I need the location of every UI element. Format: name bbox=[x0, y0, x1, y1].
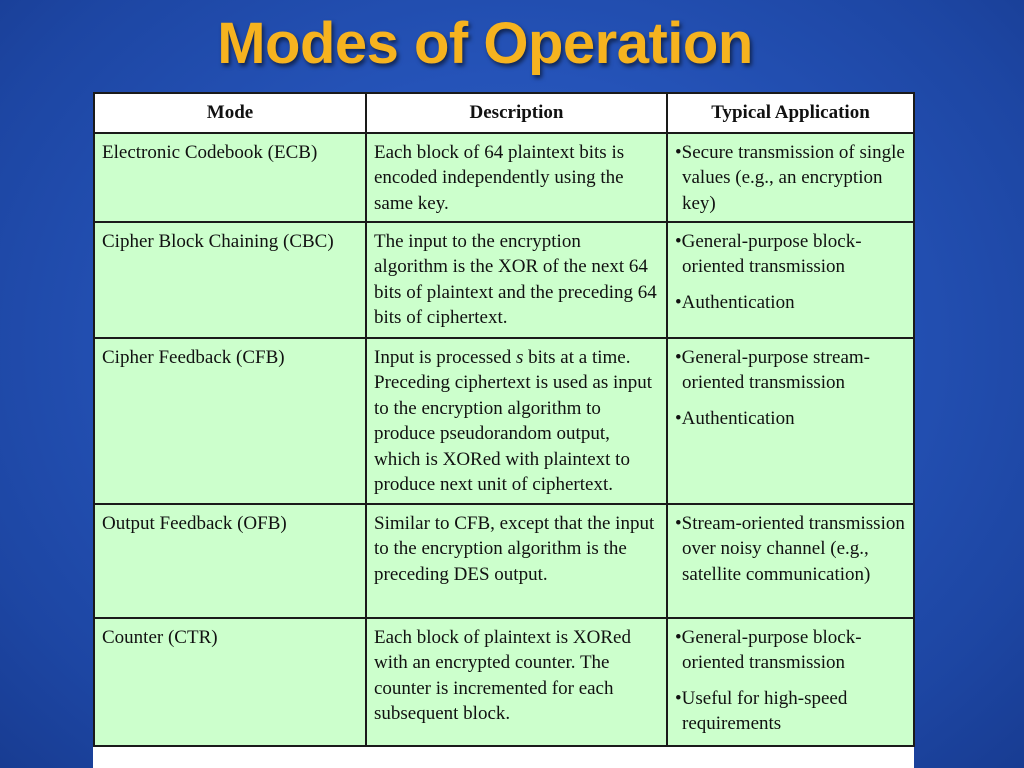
description-cell: Each block of plaintext is XORed with an encrypted counter. The counter is incremented for each subsequent block. bbox=[366, 618, 667, 746]
description-cell: The input to the encryption algorithm is the XOR of the next 64 bits of plaintext and the preceding 64 bits of ciphertext. bbox=[366, 222, 667, 338]
application-item: • Stream-oriented transmission over noisy channel (e.g., satellite communication) bbox=[675, 511, 906, 588]
header-description: Description bbox=[366, 93, 667, 133]
description-variable: s bbox=[515, 346, 524, 368]
application-cell bbox=[667, 504, 914, 618]
application-item: • Secure transmission of single values (e.g., an encryption key) bbox=[675, 140, 906, 217]
table-row bbox=[94, 338, 914, 504]
table-row bbox=[94, 133, 914, 222]
description-cell: Each block of 64 plaintext bits is encoded independently using the same key. bbox=[366, 133, 667, 222]
application-cell bbox=[667, 618, 914, 746]
description-text: bits at a time. Preceding ciphertext is used as input to the encryption algorithm to produce pseudorandom output, which is XORed with plaintext to produce next unit of ciphertext. bbox=[374, 346, 653, 495]
application-cell bbox=[667, 222, 914, 338]
mode-cell: Cipher Feedback (CFB) bbox=[94, 338, 366, 504]
application-cell bbox=[667, 338, 914, 504]
table-header-row bbox=[94, 93, 914, 133]
table-row bbox=[94, 222, 914, 338]
mode-cell: Counter (CTR) bbox=[94, 618, 366, 746]
application-item: • General-purpose stream-oriented transmission bbox=[675, 345, 906, 396]
application-item: • General-purpose block-oriented transmission bbox=[675, 625, 906, 676]
header-typical-application: Typical Application bbox=[667, 93, 914, 133]
mode-cell: Cipher Block Chaining (CBC) bbox=[94, 222, 366, 338]
application-item: • Authentication bbox=[675, 290, 906, 316]
table-row bbox=[94, 618, 914, 746]
application-item: • General-purpose block-oriented transmission bbox=[675, 229, 906, 280]
modes-table bbox=[93, 92, 915, 747]
description-cell: Similar to CFB, except that the input to the encryption algorithm is the preceding DES output. bbox=[366, 504, 667, 618]
table-row bbox=[94, 504, 914, 618]
mode-cell: Electronic Codebook (ECB) bbox=[94, 133, 366, 222]
description-text: Input is processed bbox=[374, 346, 516, 368]
slide-title: Modes of Operation bbox=[217, 11, 753, 76]
header-mode: Mode bbox=[94, 93, 366, 133]
application-item: • Authentication bbox=[675, 406, 906, 432]
mode-cell: Output Feedback (OFB) bbox=[94, 504, 366, 618]
application-cell bbox=[667, 133, 914, 222]
application-item: • Useful for high-speed requirements bbox=[675, 686, 906, 737]
description-cell bbox=[366, 338, 667, 504]
table-panel bbox=[93, 92, 914, 768]
